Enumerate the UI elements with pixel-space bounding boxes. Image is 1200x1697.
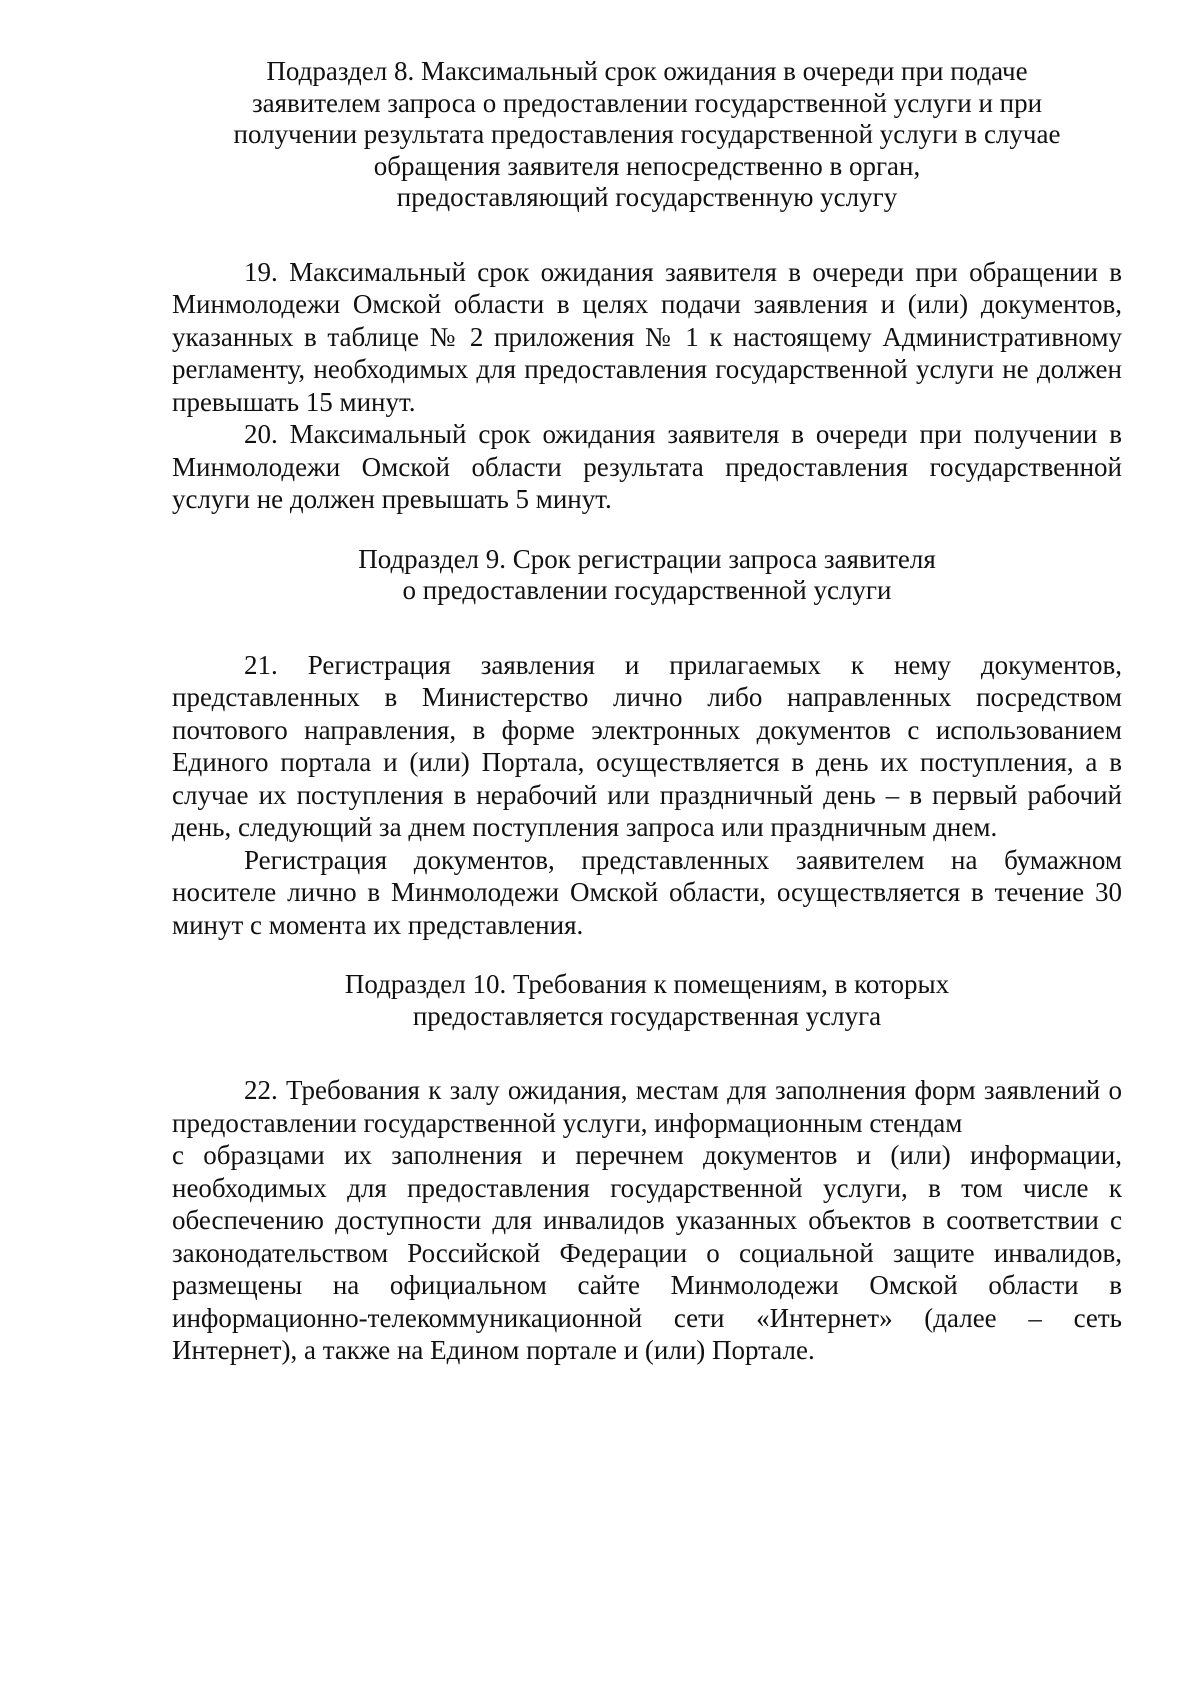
heading-line: предоставляющий государственную услугу: [396, 182, 898, 212]
heading-line: предоставляется государственная услуга: [412, 1000, 882, 1031]
heading-line: Подраздел 9. Срок регистрации запроса заявителя: [358, 543, 936, 574]
paragraph-19: 19. Максимальный срок ожидания заявителя в очереди при обращении в Минмолодежи Омской области в целях подачи заявления и (или) документов, указанных в таблице № 2 приложения № 1 к настоящему Административному регламенту, необходимых для предоставления государственной услуги не должен превышать 15 минут.: [172, 256, 1122, 417]
paragraph-21: 21. Регистрация заявления и прилагаемых к нему документов, представленных в Министерство лично либо направленных посредством почтового направления, в форме электронных документов с использованием Единого портала и (или) Портала, осуществляется в день их поступления, а в случае их поступления в нерабочий или праздничный день – в первый рабочий день, следующий за днем поступления запроса или праздничным днем.: [172, 649, 1122, 842]
heading-line: получении результата предоставления государственной услуги в случае: [233, 119, 1061, 149]
heading-line: о предоставлении государственной услуги: [402, 575, 892, 605]
subsection-8-heading: [172, 56, 1122, 214]
paragraph-22-continued: с образцами их заполнения и перечнем документов и (или) информации, необходимых для предоставления государственной услуги, в том числе к обеспечению доступности для инвалидов указанных объектов в соответствии с законодательством Российской Федерации о социальной защите инвалидов, размещены на официальном сайте Минмолодежи Омской области в информационно-телекоммуникационной сети «Интернет» (далее – сеть Интернет), а также на Едином портале и (или) Портале.: [172, 1140, 1122, 1365]
subsection-9-heading: [172, 544, 1122, 607]
heading-line: заявителем запроса о предоставлении государственной услуги и при: [251, 87, 1043, 118]
document-page: [172, 56, 1122, 1367]
paragraph-22: 22. Требования к залу ожидания, местам для заполнения форм заявлений о предоставлении государственной услуги, информационным стендам: [172, 1075, 1122, 1138]
heading-line: Подраздел 10. Требования к помещениям, в которых: [344, 969, 950, 999]
subsection-10-heading: [172, 969, 1122, 1032]
paragraph-21-registration: Регистрация документов, представленных заявителем на бумажном носителе лично в Минмолодежи Омской области, осуществляется в течение 30 минут с момента их представления.: [172, 844, 1122, 940]
heading-line: Подраздел 8. Максимальный срок ожидания в очереди при подаче: [266, 56, 1028, 86]
heading-line: обращения заявителя непосредственно в орган,: [373, 150, 921, 181]
paragraph-20: 20. Максимальный срок ожидания заявителя в очереди при получении в Минмолодежи Омской области результата предоставления государственной услуги не должен превышать 5 минут.: [172, 419, 1122, 514]
